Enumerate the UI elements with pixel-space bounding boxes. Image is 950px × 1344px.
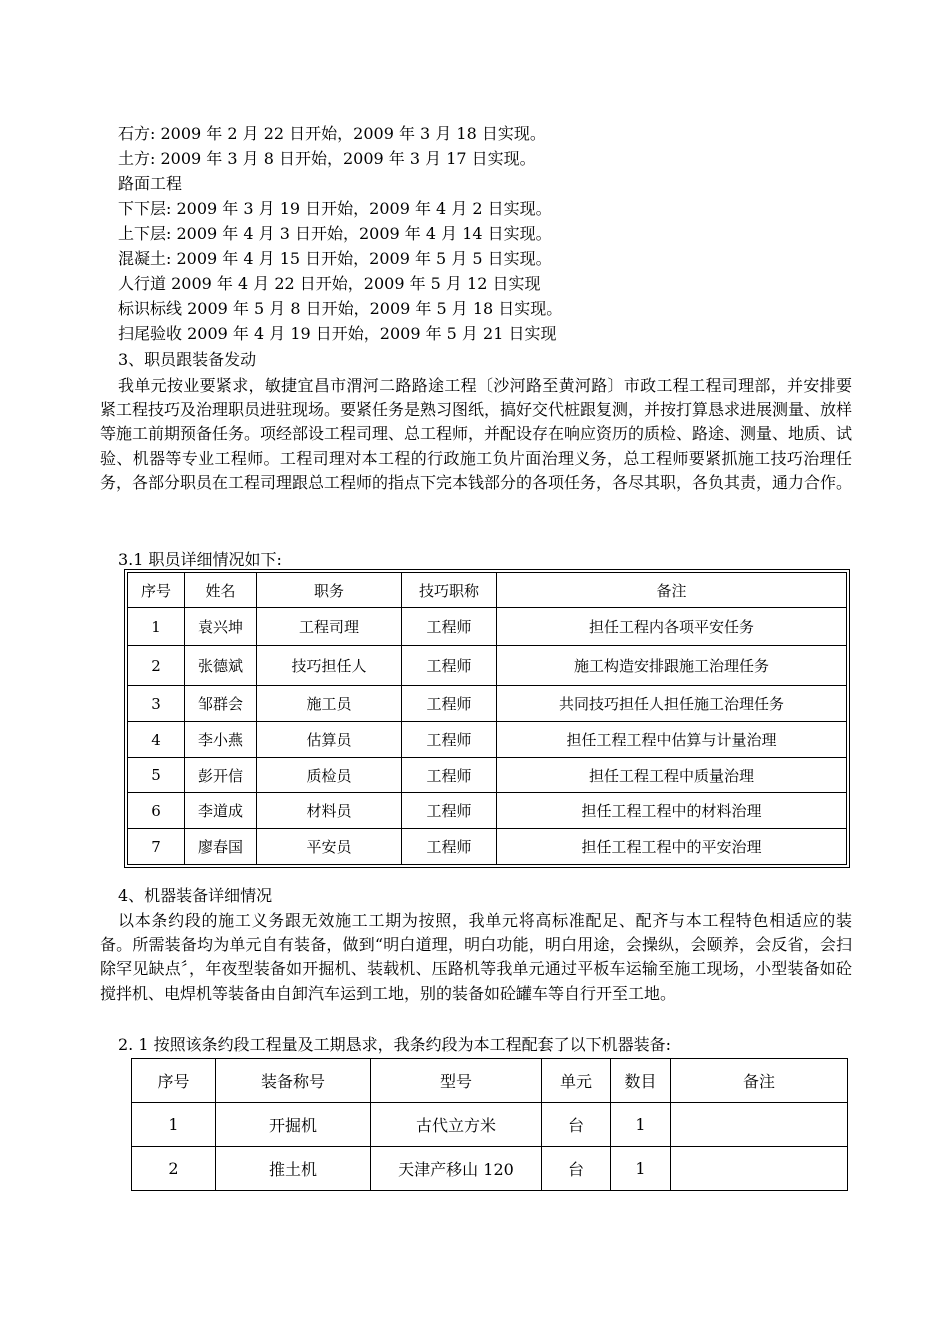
table-row — [132, 1103, 848, 1147]
table-row — [132, 1147, 848, 1191]
header-cell: 单元 — [542, 1059, 611, 1103]
schedule-line-markings: 标识标线 2009 年 5 月 8 日开始，2009 年 5 月 18 日实现。 — [118, 299, 563, 318]
table-cell: 工程师 — [402, 646, 497, 686]
table-cell: 材料员 — [257, 793, 402, 829]
table-row — [128, 793, 847, 829]
table-cell: 袁兴坤 — [185, 608, 257, 646]
table-cell: 平安员 — [257, 829, 402, 865]
table-cell: 5 — [128, 758, 185, 793]
table-cell: 1 — [128, 608, 185, 646]
schedule-line-concrete: 混凝土: 2009 年 4 月 15 日开始，2009 年 5 月 5 日实现。 — [118, 249, 552, 268]
table-row — [128, 646, 847, 686]
section3-paragraph: 我单元按业要紧求，敏捷宜昌市渭河二路路途工程〔沙河路至黄河路〕市政工程工程司理部，并安排要紧工程技巧及治理职员进驻现场。要紧任务是熟习图纸，搞好交代桩跟复测，并按打算恳求进展测量、放样等施工前期预备任务。项经部设工程司理、总工程师，并配设存在响应资历的质检、路途、测量、地质、试验、机器等专业工程师。工程司理对本工程的行政施工负片面治理义务，总工程师要紧抓施工技巧治理任务，各部分职员在工程司理跟总工程师的指点下完本钱部分的各项任务，各尽其职，各负其责，通力合作。 — [100, 376, 853, 492]
header-cell: 数目 — [611, 1059, 671, 1103]
table-cell — [671, 1147, 848, 1191]
header-cell: 职务 — [257, 573, 402, 608]
table-cell: 施工员 — [257, 686, 402, 722]
table-cell: 台 — [542, 1103, 611, 1147]
table-cell: 1 — [611, 1147, 671, 1191]
schedule-line-acceptance: 扫尾验收 2009 年 4 月 19 日开始，2009 年 5 月 21 日实现 — [118, 324, 557, 343]
equip-table-header — [132, 1059, 848, 1103]
section3-heading: 3、职员跟装备发动 — [118, 350, 257, 369]
schedule-line-sidewalk: 人行道 2009 年 4 月 22 日开始，2009 年 5 月 12 日实现 — [118, 274, 541, 293]
table-cell: 6 — [128, 793, 185, 829]
table-cell: 台 — [542, 1147, 611, 1191]
table-cell: 工程师 — [402, 608, 497, 646]
table-cell: 7 — [128, 829, 185, 865]
table-cell: 推土机 — [216, 1147, 371, 1191]
table-cell: 质检员 — [257, 758, 402, 793]
header-cell: 型号 — [371, 1059, 542, 1103]
table-cell: 2 — [132, 1147, 216, 1191]
table-cell: 担任工程工程中的平安治理 — [497, 829, 847, 865]
table-cell: 开掘机 — [216, 1103, 371, 1147]
staff-table-caption: 3.1 职员详细情况如下: — [118, 550, 282, 569]
table-cell: 工程师 — [402, 758, 497, 793]
table-row — [128, 608, 847, 646]
table-cell: 共同技巧担任人担任施工治理任务 — [497, 686, 847, 722]
header-cell: 技巧职称 — [402, 573, 497, 608]
table-cell: 担任工程内各项平安任务 — [497, 608, 847, 646]
schedule-line-stone: 石方: 2009 年 2 月 22 日开始，2009 年 3 月 18 日实现。 — [118, 124, 546, 143]
header-cell: 序号 — [128, 573, 185, 608]
table-cell: 工程师 — [402, 793, 497, 829]
staff-table-header — [128, 573, 847, 608]
table-row — [128, 829, 847, 865]
staff-table — [127, 572, 847, 865]
table-cell: 担任工程工程中质量治理 — [497, 758, 847, 793]
table-cell: 李小燕 — [185, 722, 257, 758]
schedule-line-pavement: 路面工程 — [118, 174, 183, 193]
table-cell: 1 — [611, 1103, 671, 1147]
section4-heading: 4、机器装备详细情况 — [118, 886, 273, 905]
header-cell: 姓名 — [185, 573, 257, 608]
table-cell: 工程师 — [402, 722, 497, 758]
table-cell: 估算员 — [257, 722, 402, 758]
table-row — [128, 686, 847, 722]
table-cell: 工程师 — [402, 686, 497, 722]
header-cell: 序号 — [132, 1059, 216, 1103]
table-cell: 技巧担任人 — [257, 646, 402, 686]
header-cell: 备注 — [671, 1059, 848, 1103]
table-row — [128, 722, 847, 758]
table-cell: 彭开信 — [185, 758, 257, 793]
equip-table-caption: 2. 1 按照该条约段工程量及工期恳求，我条约段为本工程配套了以下机器装备: — [118, 1035, 672, 1054]
equipment-table — [131, 1058, 848, 1191]
table-cell: 廖春国 — [185, 829, 257, 865]
schedule-line-lower-base: 下下层: 2009 年 3 月 19 日开始，2009 年 4 月 2 日实现。 — [118, 199, 552, 218]
table-cell: 担任工程工程中估算与计量治理 — [497, 722, 847, 758]
table-cell: 工程师 — [402, 829, 497, 865]
schedule-line-earth: 土方: 2009 年 3 月 8 日开始，2009 年 3 月 17 日实现。 — [118, 149, 536, 168]
header-cell: 备注 — [497, 573, 847, 608]
table-cell: 担任工程工程中的材料治理 — [497, 793, 847, 829]
table-cell: 4 — [128, 722, 185, 758]
table-cell: 古代立方米 — [371, 1103, 542, 1147]
table-cell: 工程司理 — [257, 608, 402, 646]
table-cell: 1 — [132, 1103, 216, 1147]
table-cell: 天津产移山 120 — [371, 1147, 542, 1191]
table-cell: 李道成 — [185, 793, 257, 829]
table-cell: 张德斌 — [185, 646, 257, 686]
table-row — [128, 758, 847, 793]
section4-paragraph: 以本条约段的施工义务跟无效施工工期为按照，我单元将高标准配足、配齐与本工程特色相适应的装备。所需装备均为单元自有装备，做到“明白道理，明白功能，明白用途，会操纵，会颐养，会反省，会扫除罕见缺点〞，年夜型装备如开掘机、装载机、压路机等我单元通过平板车运输至施工现场，小型装备如砼搅拌机、电焊机等装备由自卸汽车运到工地，别的装备如砼罐车等自行开至工地。 — [100, 911, 852, 1003]
schedule-line-upper-base: 上下层: 2009 年 4 月 3 日开始，2009 年 4 月 14 日实现。 — [118, 224, 552, 243]
table-cell: 施工构造安排跟施工治理任务 — [497, 646, 847, 686]
table-cell: 邹群会 — [185, 686, 257, 722]
table-cell: 3 — [128, 686, 185, 722]
table-cell: 2 — [128, 646, 185, 686]
table-cell — [671, 1103, 848, 1147]
header-cell: 装备称号 — [216, 1059, 371, 1103]
